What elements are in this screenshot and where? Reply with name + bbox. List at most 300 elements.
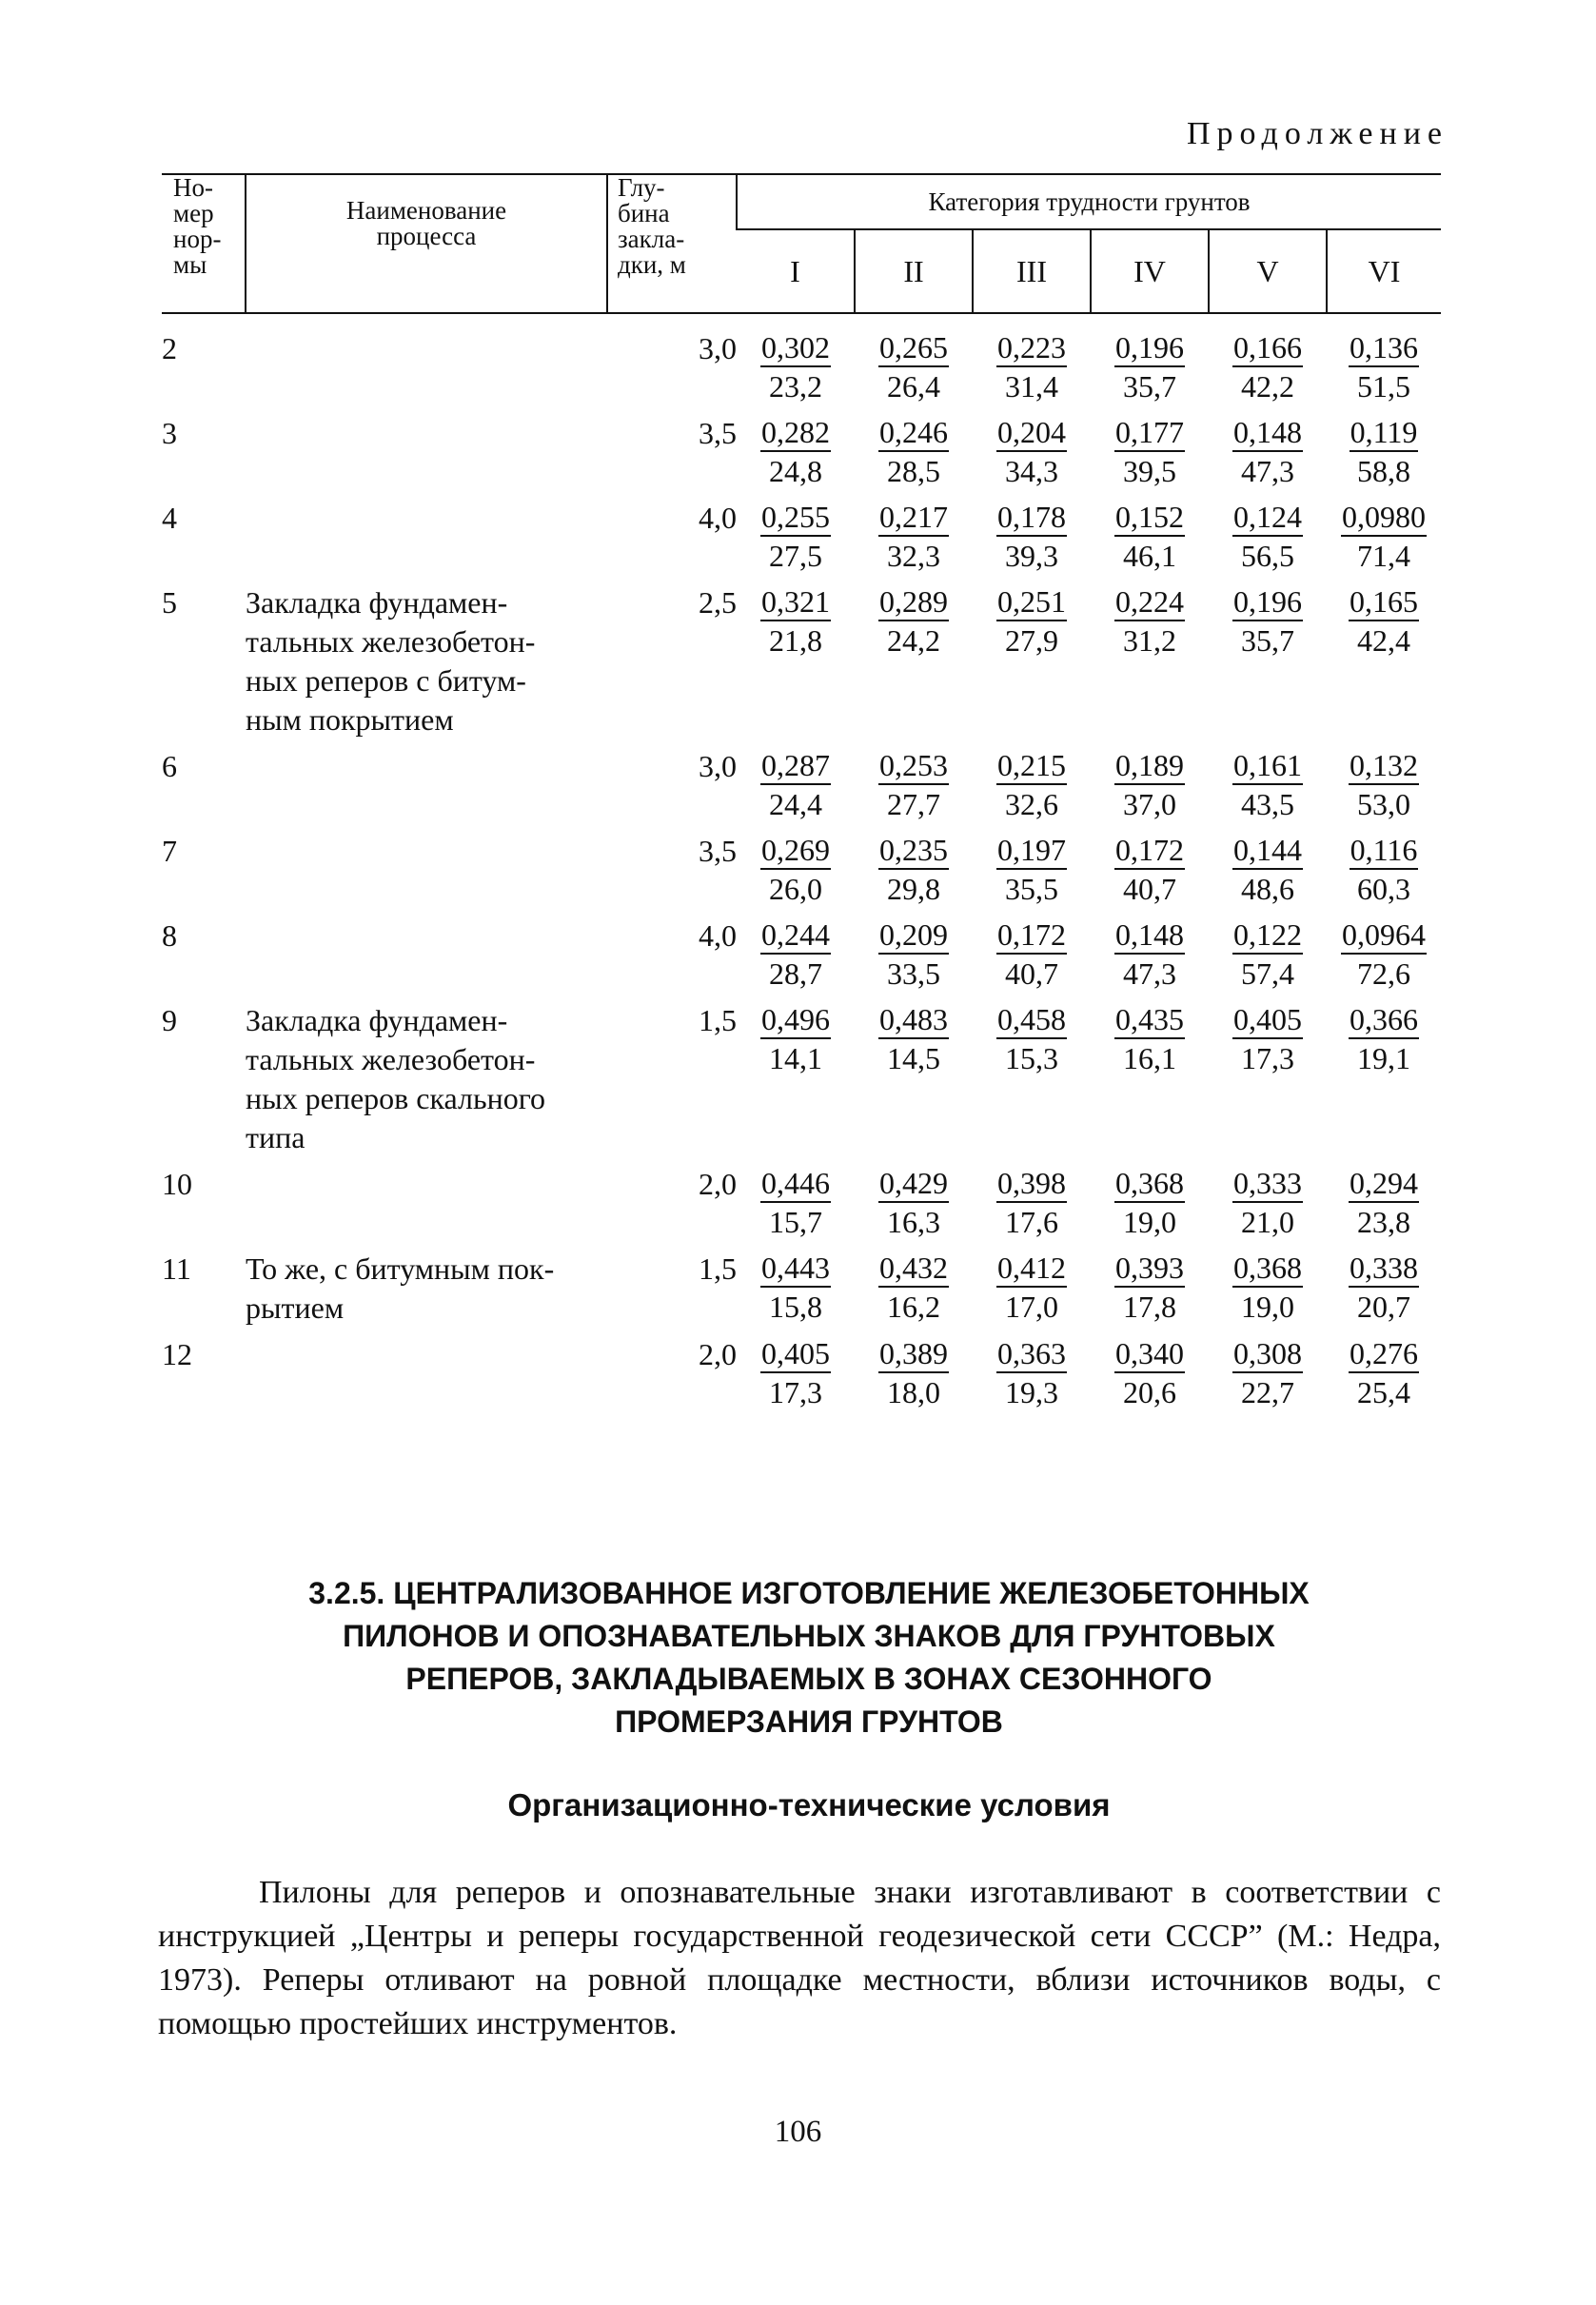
fraction-numerator: 0,405	[1232, 1001, 1303, 1039]
process-name-line: Закладка фундамен-	[246, 585, 508, 620]
row-process-name	[246, 824, 607, 909]
fraction-denominator: 26,0	[769, 872, 822, 906]
fraction-denominator: 18,0	[887, 1375, 940, 1409]
norms-table	[162, 173, 1441, 1412]
value-cell	[1327, 909, 1441, 994]
fraction	[1349, 1001, 1419, 1077]
value-cell	[1327, 406, 1441, 491]
value-cell	[737, 1328, 855, 1412]
fraction-denominator: 23,2	[769, 369, 822, 404]
value-cell	[1327, 1157, 1441, 1242]
fraction	[996, 499, 1067, 575]
fraction-denominator: 28,5	[887, 454, 940, 488]
fraction-numerator: 0,217	[878, 499, 949, 537]
process-name-line: тальных железобетон-	[246, 1042, 536, 1076]
header-category-4: IV	[1091, 229, 1209, 313]
fraction	[878, 329, 949, 405]
fraction-numerator: 0,333	[1232, 1165, 1303, 1203]
fraction	[878, 1250, 949, 1326]
fraction-denominator: 35,7	[1123, 369, 1176, 404]
fraction-denominator: 19,0	[1241, 1290, 1294, 1324]
header-depth: Глу- бина закла- дки, м	[607, 174, 737, 313]
fraction-denominator: 14,5	[887, 1041, 940, 1075]
fraction-denominator: 17,6	[1005, 1205, 1058, 1239]
fraction-denominator: 20,6	[1123, 1375, 1176, 1409]
table-row	[162, 824, 1441, 909]
fraction-numerator: 0,483	[878, 1001, 949, 1039]
fraction	[996, 329, 1067, 405]
fraction	[1232, 832, 1303, 908]
fraction-denominator: 16,1	[1123, 1041, 1176, 1075]
fraction-numerator: 0,215	[996, 747, 1067, 785]
row-process-name	[246, 1242, 607, 1328]
process-name-line: типа	[246, 1120, 305, 1154]
fraction	[878, 583, 949, 660]
fraction-numerator: 0,276	[1349, 1335, 1419, 1373]
fraction-denominator: 40,7	[1005, 956, 1058, 991]
table-row	[162, 1328, 1441, 1412]
fraction-numerator: 0,172	[996, 916, 1067, 955]
fraction-denominator: 40,7	[1123, 872, 1176, 906]
fraction-denominator: 57,4	[1241, 956, 1294, 991]
fraction-numerator: 0,405	[760, 1335, 831, 1373]
fraction-denominator: 17,3	[769, 1375, 822, 1409]
fraction-denominator: 21,0	[1241, 1205, 1294, 1239]
fraction-denominator: 53,0	[1357, 787, 1410, 821]
row-number: 6	[162, 749, 177, 783]
continuation-label: Продолжение	[1186, 116, 1448, 151]
row-process-name	[246, 1328, 607, 1412]
fraction	[760, 1250, 831, 1326]
value-cell	[855, 824, 973, 909]
fraction	[1349, 747, 1419, 823]
fraction-denominator: 46,1	[1123, 539, 1176, 573]
value-cell	[1091, 406, 1209, 491]
row-process-name	[246, 1157, 607, 1242]
fraction-denominator: 16,2	[887, 1290, 940, 1324]
fraction	[1350, 414, 1419, 490]
fraction	[760, 916, 831, 993]
fraction-denominator: 19,1	[1357, 1041, 1410, 1075]
value-cell	[1209, 994, 1327, 1157]
value-cell	[1209, 1242, 1327, 1328]
fraction-denominator: 58,8	[1357, 454, 1410, 488]
process-name-line: рытием	[246, 1290, 345, 1325]
fraction	[996, 916, 1067, 993]
fraction	[996, 414, 1067, 490]
header-category-1: I	[737, 229, 855, 313]
fraction-denominator: 60,3	[1357, 872, 1410, 906]
value-cell	[1327, 576, 1441, 739]
fraction-denominator: 22,7	[1241, 1375, 1294, 1409]
row-depth: 3,5	[699, 834, 737, 868]
fraction-numerator: 0,321	[760, 583, 831, 621]
value-cell	[1327, 994, 1441, 1157]
fraction-numerator: 0,340	[1114, 1335, 1185, 1373]
header-category-group: Категория трудности грунтов	[737, 174, 1441, 229]
row-process-name	[246, 994, 607, 1157]
row-depth: 3,5	[699, 416, 737, 450]
fraction-numerator: 0,172	[1114, 832, 1185, 870]
fraction	[1114, 414, 1185, 490]
fraction	[1349, 1165, 1419, 1241]
fraction-denominator: 19,0	[1123, 1205, 1176, 1239]
value-cell	[855, 1242, 973, 1328]
fraction-numerator: 0,136	[1349, 329, 1419, 367]
fraction	[878, 499, 949, 575]
value-cell	[1091, 1242, 1209, 1328]
fraction-denominator: 33,5	[887, 956, 940, 991]
fraction	[996, 1250, 1067, 1326]
fraction-denominator: 25,4	[1357, 1375, 1410, 1409]
section-title: 3.2.5. ЦЕНТРАЛИЗОВАННОЕ ИЗГОТОВЛЕНИЕ ЖЕЛЕЗОБЕТОННЫХ ПИЛОНОВ И ОПОЗНАВАТЕЛЬНЫХ ЗНАКОВ ДЛЯ ГРУНТОВЫХ РЕПЕРОВ, ЗАКЛАДЫВАЕМЫХ В ЗОНАХ СЕЗОННОГО ПРОМЕРЗАНИЯ ГРУНТОВ	[308, 1576, 1310, 1739]
value-cell	[737, 1157, 855, 1242]
fraction	[760, 583, 831, 660]
fraction-numerator: 0,165	[1349, 583, 1419, 621]
fraction-denominator: 48,6	[1241, 872, 1294, 906]
row-number: 11	[162, 1251, 191, 1286]
value-cell	[1091, 739, 1209, 824]
value-cell	[737, 824, 855, 909]
row-depth: 4,0	[699, 501, 737, 535]
fraction-numerator: 0,308	[1232, 1335, 1303, 1373]
fraction-denominator: 26,4	[887, 369, 940, 404]
value-cell	[855, 994, 973, 1157]
fraction-numerator: 0,302	[760, 329, 831, 367]
fraction-numerator: 0,446	[760, 1165, 831, 1203]
value-cell	[855, 1328, 973, 1412]
table-row	[162, 313, 1441, 406]
fraction-numerator: 0,196	[1232, 583, 1303, 621]
header-process-name: Наименование процесса	[246, 174, 607, 313]
row-depth: 2,0	[699, 1167, 737, 1201]
fraction	[1349, 1335, 1419, 1411]
value-cell	[1209, 739, 1327, 824]
fraction	[1114, 499, 1185, 575]
value-cell	[1209, 576, 1327, 739]
value-cell	[855, 1157, 973, 1242]
value-cell	[737, 491, 855, 576]
value-cell	[973, 491, 1091, 576]
fraction-denominator: 72,6	[1357, 956, 1410, 991]
fraction-denominator: 27,5	[769, 539, 822, 573]
fraction-numerator: 0,429	[878, 1165, 949, 1203]
fraction	[1232, 1001, 1303, 1077]
value-cell	[973, 994, 1091, 1157]
fraction-denominator: 24,8	[769, 454, 822, 488]
value-cell	[973, 909, 1091, 994]
fraction-denominator: 43,5	[1241, 787, 1294, 821]
table-row	[162, 739, 1441, 824]
fraction-numerator: 0,253	[878, 747, 949, 785]
table-row	[162, 909, 1441, 994]
fraction-denominator: 15,7	[769, 1205, 822, 1239]
fraction-numerator: 0,124	[1232, 499, 1303, 537]
fraction	[1350, 832, 1419, 908]
fraction-numerator: 0,244	[760, 916, 831, 955]
fraction-denominator: 31,4	[1005, 369, 1058, 404]
table-row	[162, 406, 1441, 491]
value-cell	[1091, 824, 1209, 909]
value-cell	[737, 576, 855, 739]
table-row	[162, 576, 1441, 739]
value-cell	[973, 406, 1091, 491]
fraction-numerator: 0,132	[1349, 747, 1419, 785]
row-depth: 4,0	[699, 918, 737, 953]
row-process-name	[246, 739, 607, 824]
fraction-denominator: 17,0	[1005, 1290, 1058, 1324]
table-body	[162, 313, 1441, 1412]
fraction	[760, 414, 831, 490]
value-cell	[855, 491, 973, 576]
row-number: 3	[162, 416, 177, 450]
value-cell	[737, 739, 855, 824]
fraction-numerator: 0,458	[996, 1001, 1067, 1039]
fraction	[1114, 1250, 1185, 1326]
value-cell	[737, 994, 855, 1157]
process-name-line: тальных железобетон-	[246, 624, 536, 659]
fraction-numerator: 0,144	[1232, 832, 1303, 870]
fraction-denominator: 20,7	[1357, 1290, 1410, 1324]
fraction	[878, 747, 949, 823]
fraction	[996, 832, 1067, 908]
value-cell	[1327, 491, 1441, 576]
fraction-numerator: 0,496	[760, 1001, 831, 1039]
fraction-denominator: 56,5	[1241, 539, 1294, 573]
fraction-numerator: 0,294	[1349, 1165, 1419, 1203]
fraction-numerator: 0,209	[878, 916, 949, 955]
fraction-denominator: 14,1	[769, 1041, 822, 1075]
value-cell	[1091, 491, 1209, 576]
value-cell	[855, 739, 973, 824]
fraction-denominator: 47,3	[1123, 956, 1176, 991]
table-row	[162, 1157, 1441, 1242]
value-cell	[973, 824, 1091, 909]
header-category-5: V	[1209, 229, 1327, 313]
fraction	[878, 414, 949, 490]
value-cell	[1209, 824, 1327, 909]
value-cell	[1091, 1157, 1209, 1242]
row-depth: 3,0	[699, 749, 737, 783]
fraction-denominator: 34,3	[1005, 454, 1058, 488]
fraction	[1114, 1335, 1185, 1411]
fraction-denominator: 39,5	[1123, 454, 1176, 488]
fraction-denominator: 47,3	[1241, 454, 1294, 488]
fraction-denominator: 23,8	[1357, 1205, 1410, 1239]
row-process-name	[246, 313, 607, 406]
fraction	[760, 1001, 831, 1077]
process-name-line: ных реперов с битум-	[246, 663, 526, 698]
fraction-numerator: 0,289	[878, 583, 949, 621]
fraction-numerator: 0,287	[760, 747, 831, 785]
process-name-line: ных реперов скального	[246, 1081, 546, 1115]
fraction-denominator: 35,5	[1005, 872, 1058, 906]
row-process-name	[246, 491, 607, 576]
fraction-denominator: 35,7	[1241, 623, 1294, 658]
fraction-denominator: 39,3	[1005, 539, 1058, 573]
fraction-numerator: 0,269	[760, 832, 831, 870]
fraction	[1349, 583, 1419, 660]
fraction-numerator: 0,223	[996, 329, 1067, 367]
fraction	[1349, 1250, 1419, 1326]
fraction-denominator: 28,7	[769, 956, 822, 991]
fraction	[760, 329, 831, 405]
fraction-denominator: 19,3	[1005, 1375, 1058, 1409]
fraction	[1232, 1335, 1303, 1411]
fraction	[878, 1335, 949, 1411]
page-number: 106	[774, 2115, 822, 2149]
fraction-denominator: 51,5	[1357, 369, 1410, 404]
value-cell	[737, 406, 855, 491]
fraction	[1232, 583, 1303, 660]
value-cell	[855, 406, 973, 491]
row-process-name	[246, 406, 607, 491]
fraction-denominator: 37,0	[1123, 787, 1176, 821]
table-row	[162, 491, 1441, 576]
fraction-numerator: 0,363	[996, 1335, 1067, 1373]
row-depth: 3,0	[699, 331, 737, 365]
fraction-numerator: 0,161	[1232, 747, 1303, 785]
fraction-numerator: 0,0980	[1341, 499, 1427, 537]
fraction	[760, 1335, 831, 1411]
row-depth: 1,5	[699, 1003, 737, 1037]
fraction-numerator: 0,197	[996, 832, 1067, 870]
value-cell	[1327, 313, 1441, 406]
value-cell	[973, 313, 1091, 406]
fraction-denominator: 16,3	[887, 1205, 940, 1239]
value-cell	[973, 739, 1091, 824]
value-cell	[1209, 491, 1327, 576]
fraction	[1114, 1001, 1185, 1077]
fraction-numerator: 0,255	[760, 499, 831, 537]
fraction-denominator: 42,2	[1241, 369, 1294, 404]
row-number: 4	[162, 501, 177, 535]
fraction-denominator: 31,2	[1123, 623, 1176, 658]
fraction-numerator: 0,443	[760, 1250, 831, 1288]
header-number: Но- мер нор- мы	[162, 174, 246, 313]
fraction-denominator: 15,8	[769, 1290, 822, 1324]
value-cell	[1209, 909, 1327, 994]
fraction-numerator: 0,389	[878, 1335, 949, 1373]
fraction	[878, 916, 949, 993]
fraction-numerator: 0,166	[1232, 329, 1303, 367]
fraction-numerator: 0,282	[760, 414, 831, 452]
fraction-denominator: 27,9	[1005, 623, 1058, 658]
value-cell	[973, 1157, 1091, 1242]
fraction-numerator: 0,196	[1114, 329, 1185, 367]
fraction	[760, 1165, 831, 1241]
fraction	[1232, 747, 1303, 823]
body-paragraph: Пилоны для реперов и опознавательные знаки изготавливают в соответствии с инструкцией „Центры и реперы государственной геодезической сети СССР” (М.: Недра, 1973). Реперы отливают на ровной площадке местности, вблизи источников воды, с помощью простейших инструментов.	[158, 1875, 1441, 2041]
value-cell	[1091, 909, 1209, 994]
fraction-denominator: 71,4	[1357, 539, 1410, 573]
value-cell	[855, 909, 973, 994]
row-number: 7	[162, 834, 177, 868]
row-depth: 1,5	[699, 1251, 737, 1286]
fraction	[1232, 916, 1303, 993]
row-number: 9	[162, 1003, 177, 1037]
fraction-numerator: 0,122	[1232, 916, 1303, 955]
fraction	[1232, 1165, 1303, 1241]
value-cell	[1091, 1328, 1209, 1412]
fraction-numerator: 0,178	[996, 499, 1067, 537]
value-cell	[1209, 406, 1327, 491]
value-cell	[855, 313, 973, 406]
fraction-denominator: 27,7	[887, 787, 940, 821]
fraction-denominator: 32,6	[1005, 787, 1058, 821]
fraction-numerator: 0,148	[1114, 916, 1185, 955]
row-process-name	[246, 909, 607, 994]
fraction-denominator: 17,8	[1123, 1290, 1176, 1324]
fraction-denominator: 29,8	[887, 872, 940, 906]
fraction-denominator: 32,3	[887, 539, 940, 573]
fraction	[878, 1001, 949, 1077]
fraction-numerator: 0,368	[1114, 1165, 1185, 1203]
value-cell	[1327, 1242, 1441, 1328]
fraction-denominator: 17,3	[1241, 1041, 1294, 1075]
row-number: 2	[162, 331, 177, 365]
value-cell	[1091, 313, 1209, 406]
section-subtitle: Организационно-технические условия	[507, 1787, 1111, 1822]
fraction	[1232, 414, 1303, 490]
fraction-denominator: 21,8	[769, 623, 822, 658]
fraction-numerator: 0,435	[1114, 1001, 1185, 1039]
fraction-numerator: 0,116	[1350, 832, 1419, 870]
process-name-line: ным покрытием	[246, 702, 454, 737]
fraction	[1232, 329, 1303, 405]
header-category-3: III	[973, 229, 1091, 313]
fraction	[760, 747, 831, 823]
fraction-numerator: 0,251	[996, 583, 1067, 621]
fraction-denominator: 15,3	[1005, 1041, 1058, 1075]
fraction	[878, 832, 949, 908]
header-category-6: VI	[1327, 229, 1441, 313]
fraction	[1114, 583, 1185, 660]
table-row	[162, 1242, 1441, 1328]
fraction-numerator: 0,152	[1114, 499, 1185, 537]
fraction-numerator: 0,0964	[1341, 916, 1427, 955]
value-cell	[1327, 824, 1441, 909]
fraction	[878, 1165, 949, 1241]
fraction-numerator: 0,366	[1349, 1001, 1419, 1039]
fraction	[996, 1335, 1067, 1411]
fraction	[760, 499, 831, 575]
fraction	[1232, 1250, 1303, 1326]
value-cell	[1091, 576, 1209, 739]
fraction-numerator: 0,235	[878, 832, 949, 870]
value-cell	[855, 576, 973, 739]
value-cell	[1091, 994, 1209, 1157]
fraction-numerator: 0,368	[1232, 1250, 1303, 1288]
value-cell	[1327, 739, 1441, 824]
fraction-numerator: 0,246	[878, 414, 949, 452]
fraction	[1114, 832, 1185, 908]
row-depth: 2,5	[699, 585, 737, 620]
fraction	[760, 832, 831, 908]
fraction-numerator: 0,177	[1114, 414, 1185, 452]
row-number: 5	[162, 585, 177, 620]
fraction	[1341, 916, 1427, 993]
fraction	[996, 1001, 1067, 1077]
value-cell	[973, 576, 1091, 739]
fraction	[1114, 1165, 1185, 1241]
row-number: 12	[162, 1337, 192, 1371]
fraction	[996, 583, 1067, 660]
value-cell	[1327, 1328, 1441, 1412]
value-cell	[737, 313, 855, 406]
fraction	[996, 747, 1067, 823]
value-cell	[973, 1242, 1091, 1328]
